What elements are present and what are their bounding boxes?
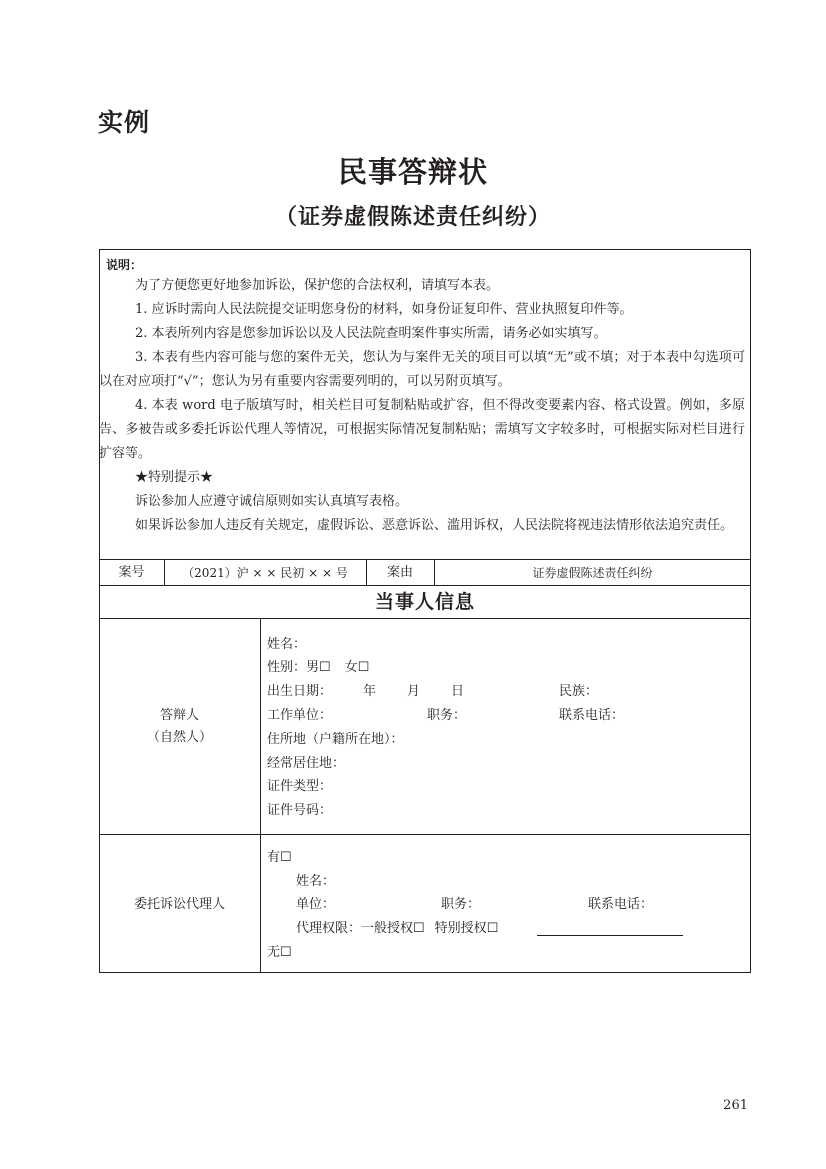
birth-month: 月	[407, 684, 421, 699]
agent-has-option: 有☐	[267, 850, 292, 865]
agent-position-field: 职务：	[441, 897, 481, 912]
domicile-field: 住所地（户籍所在地）：	[267, 732, 404, 747]
document-title: 民事答辩状	[337, 155, 488, 189]
special-notice-line: 诉讼参加人应遵守诚信原则如实认真填写表格。	[135, 494, 409, 509]
agent-phone-field: 联系电话：	[588, 897, 654, 912]
page-number: 261	[723, 1098, 748, 1113]
case-number-label: 案号	[118, 565, 145, 580]
instruction-item: 2. 本表所列内容是您参加诉讼以及人民法院查明案件事实所需，请务必如实填写。	[135, 326, 607, 341]
birth-day: 日	[451, 684, 465, 699]
id-number-field: 证件号码：	[267, 803, 333, 818]
instruction-item: 3. 本表有些内容可能与您的案件无关，您认为与案件无关的项目可以填“无”或不填；对于本表中勾选项可以在对应项打“√”；您认为另有重要内容需要列明的，可以另附页填写。	[99, 350, 745, 389]
employer-field: 工作单位：	[267, 708, 333, 723]
case-cause-value: 证券虚假陈述责任纠纷	[532, 566, 653, 580]
instructions-intro: 为了方便您更好地参加诉讼，保护您的合法权利，请填写本表。	[135, 278, 500, 293]
residence-field: 经常居住地：	[267, 756, 346, 771]
checkbox[interactable]: ☐	[319, 660, 331, 675]
authority-blank-line	[537, 935, 683, 936]
checkbox[interactable]: ☐	[486, 921, 499, 936]
agent-unit-field: 单位：	[296, 897, 336, 912]
respondent-label: 答辩人	[159, 708, 199, 723]
case-cause-label: 案由	[386, 565, 413, 580]
agent-none-option: 无☐	[267, 945, 292, 960]
special-notice-title: ★特别提示★	[135, 470, 214, 485]
agent-label: 委托诉讼代理人	[133, 897, 225, 912]
row-divider	[99, 559, 751, 560]
checkbox[interactable]: ☐	[280, 945, 292, 960]
checkbox[interactable]: ☐	[413, 921, 425, 936]
respondent-type: （自然人）	[146, 730, 212, 745]
instruction-item: 1. 应诉时需向人民法院提交证明您身份的材料，如身份证复印件、营业执照复印件等。	[135, 302, 633, 317]
section-heading: 实例	[98, 108, 151, 137]
respondent-name-field: 姓名：	[267, 637, 307, 652]
checkbox[interactable]: ☐	[357, 660, 370, 675]
phone-field: 联系电话：	[559, 708, 625, 723]
position-field: 职务：	[427, 708, 467, 723]
special-notice-line: 如果诉讼参加人违反有关规定，虚假诉讼、恶意诉讼、滥用诉权，人民法院将视违法情形依法追究责任。	[135, 518, 734, 533]
agent-name-field: 姓名：	[296, 874, 336, 889]
birth-year: 年	[363, 684, 377, 699]
ethnicity-field: 民族：	[559, 684, 599, 699]
birth-date-label: 出生日期：	[267, 684, 333, 699]
party-section-title: 当事人信息	[374, 591, 475, 613]
document-subtitle: （证券虚假陈述责任纠纷）	[274, 205, 551, 230]
agent-authority-field: 代理权限：一般授权☐ 特别授权☐	[296, 921, 499, 936]
row-divider	[99, 618, 751, 619]
instruction-item: 4. 本表 word 电子版填写时，相关栏目可复制粘贴或扩容，但不得改变要素内容、格式设置。例如，多原告、多被告或多委托诉讼代理人等情况，可根据实际情况复制粘贴；需填写文字较多时，可根据实际对栏目进行扩容等。	[99, 398, 745, 461]
case-number-value: （2021）沪 × × 民初 × × 号	[182, 566, 348, 580]
checkbox[interactable]: ☐	[280, 850, 292, 865]
column-divider	[260, 618, 261, 973]
respondent-gender-field	[267, 660, 369, 676]
row-divider	[99, 585, 751, 586]
gender-label-male: 性别：男	[267, 660, 320, 675]
instructions-heading: 说明：	[106, 258, 143, 272]
gender-label-female: 女	[344, 660, 358, 675]
row-divider	[99, 834, 751, 835]
id-type-field: 证件类型：	[267, 779, 333, 794]
